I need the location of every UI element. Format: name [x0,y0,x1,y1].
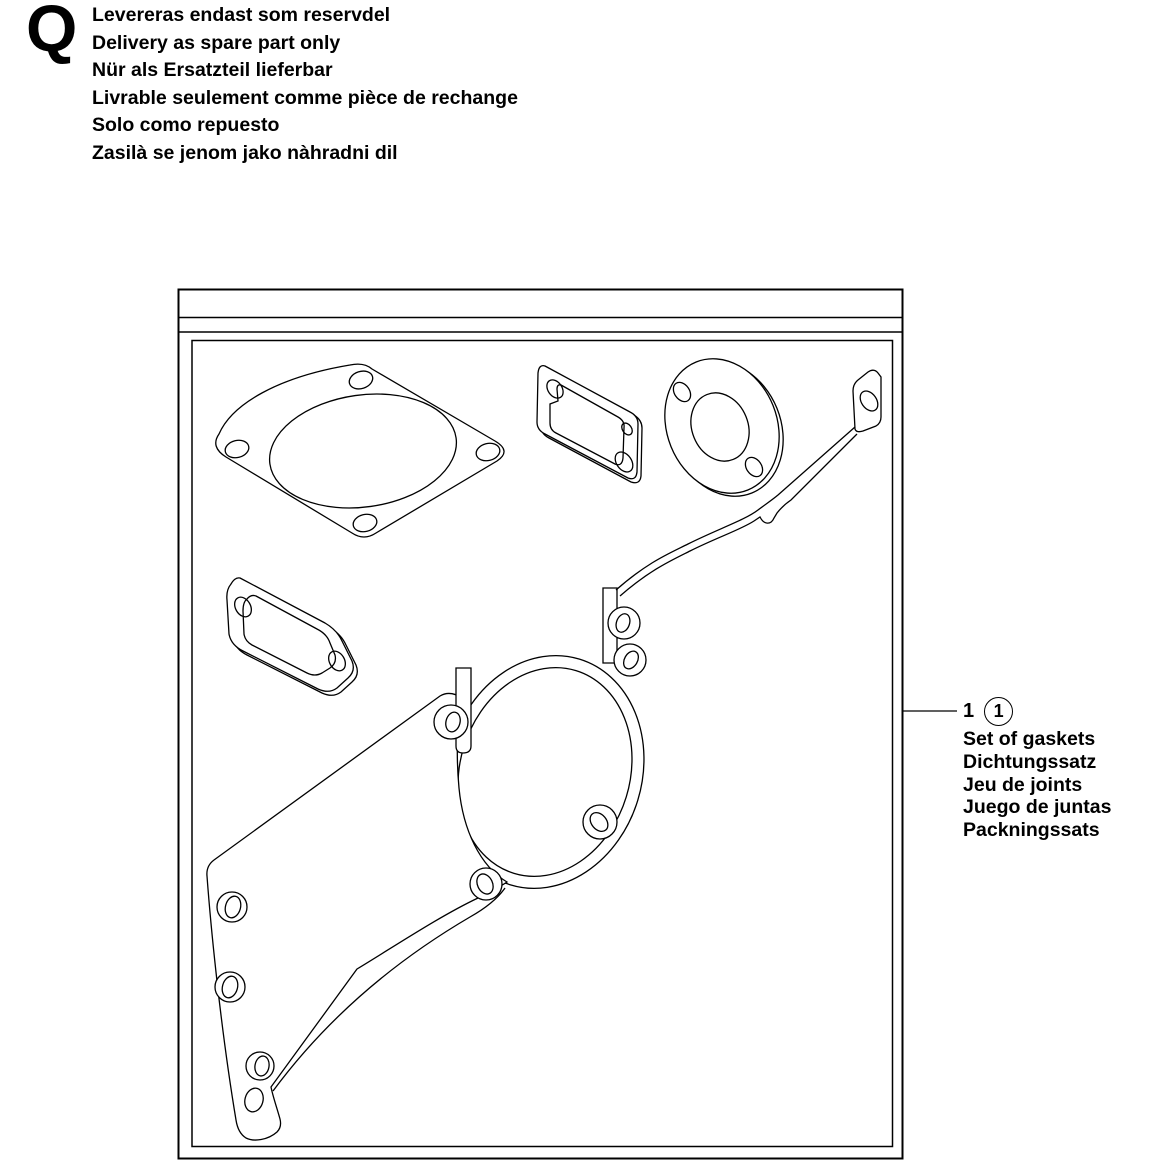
notice-line-de: Nür als Ersatzteil lieferbar [92,59,333,82]
part-ref-number: 1 [963,699,975,722]
notice-symbol-q: Q [26,0,78,65]
notice-line-en: Delivery as spare part only [92,31,341,54]
part-name-fr: Jeu de joints [963,773,1083,796]
part-callout-circle: 1 [984,697,1013,726]
notice-line-es: Solo como repuesto [92,114,280,137]
muffler-gasket-drawing [227,578,358,695]
notice-line-fr: Livrable seulement comme pièce de rechange [92,86,518,109]
notice-line-cz: Zasilà se jenom jako nàhradni dil [92,141,398,164]
notice-line-sv: Levereras endast som reservdel [92,4,391,26]
cylinder-base-gasket-drawing [216,364,504,537]
part-name-sv: Packningssats [963,819,1100,842]
part-name-es: Juego de juntas [963,796,1112,819]
exhaust-flange-gasket-drawing [645,341,803,513]
crankcase-gasket-drawing [207,370,882,1140]
part-name-de: Dichtungssatz [963,750,1097,773]
intake-gasket-drawing [537,366,642,483]
part-name-en: Set of gaskets [963,728,1096,750]
